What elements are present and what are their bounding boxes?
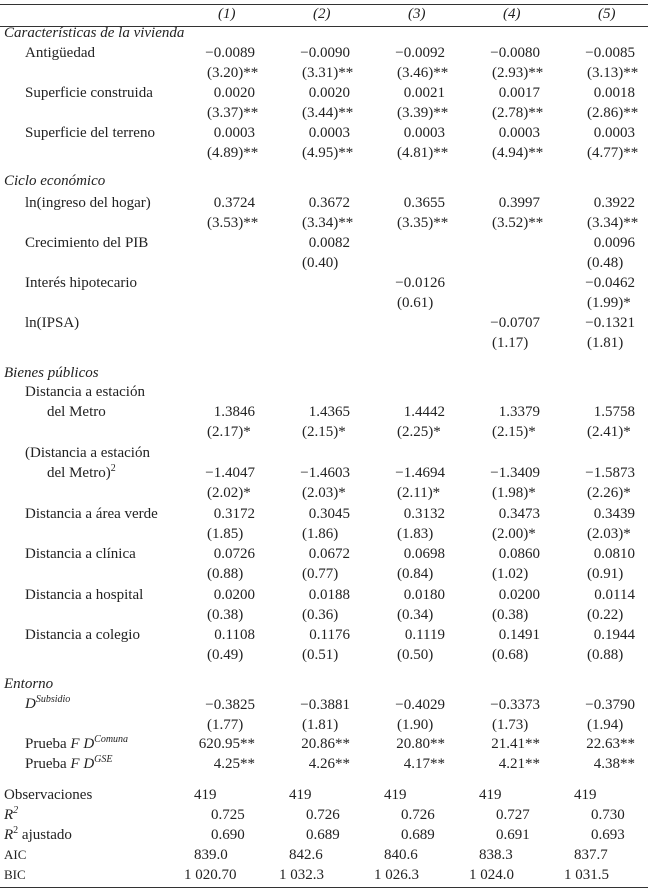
row-label — [25, 626, 140, 644]
t-statistic: (3.52)** — [492, 215, 544, 231]
coefficient: 1.4365 — [308, 404, 350, 420]
coefficient: 1.3379 — [498, 404, 540, 420]
label-sup: Comuna — [94, 734, 129, 745]
row-label — [25, 586, 143, 604]
label-text: Crecimiento del PIB — [25, 235, 149, 251]
stat-value: 1 032.3 — [279, 867, 324, 883]
coefficient: 0.3132 — [403, 506, 445, 522]
coefficient: −0.0085 — [585, 45, 635, 61]
t-statistic: (3.37)** — [207, 105, 259, 121]
label-text: Distancia a colegio — [25, 627, 140, 643]
coefficient: 0.3473 — [498, 506, 540, 522]
t-statistic: (1.99)* — [587, 295, 631, 311]
coefficient: −0.0126 — [395, 275, 445, 291]
t-statistic: (2.41)* — [587, 424, 631, 440]
row-label — [25, 124, 155, 142]
stat-value: 0.725 — [211, 807, 245, 823]
coefficient: 0.0672 — [308, 546, 350, 562]
stat-value: 838.3 — [479, 847, 513, 863]
label-sup: Subsidio — [35, 694, 71, 705]
t-statistic: (4.81)** — [397, 145, 449, 161]
coefficient: 0.0003 — [308, 125, 350, 141]
coefficient: 0.3045 — [308, 506, 350, 522]
coefficient: −0.0090 — [300, 45, 350, 61]
stat-value: 419 — [574, 787, 597, 803]
t-statistic: (4.89)** — [207, 145, 259, 161]
t-statistic: (1.81) — [587, 335, 624, 351]
t-statistic: (1.83) — [397, 526, 434, 542]
t-statistic: (0.91) — [587, 566, 624, 582]
stat-value: 0.726 — [306, 807, 340, 823]
label-var: D — [25, 696, 36, 712]
label-sup: 2 — [13, 805, 19, 816]
stat-value: 419 — [194, 787, 217, 803]
t-statistic: (0.48) — [587, 255, 624, 271]
label-text: del Metro) — [47, 465, 111, 481]
label-text: Distancia a estación — [25, 384, 145, 400]
t-statistic: (1.90) — [397, 717, 434, 733]
stat-value: 839.0 — [194, 847, 228, 863]
row-label — [25, 314, 79, 332]
label-text: Antigüedad — [25, 45, 95, 61]
label-text: BIC — [4, 867, 26, 882]
coefficient: 0.0200 — [498, 587, 540, 603]
t-statistic: (2.00)* — [492, 526, 536, 542]
label-var: R — [4, 827, 14, 843]
coefficient: −1.4047 — [205, 465, 255, 481]
coefficient: 0.0020 — [213, 85, 255, 101]
label-sup: 2 — [110, 463, 116, 474]
coefficient: 0.3997 — [498, 195, 540, 211]
stat-value: 0.689 — [306, 827, 340, 843]
coefficient: −0.0089 — [205, 45, 255, 61]
t-statistic: (0.84) — [397, 566, 434, 582]
stat-value: 1 024.0 — [469, 867, 514, 883]
stat-value: 0.727 — [496, 807, 530, 823]
stat-label — [4, 826, 72, 844]
t-statistic: (0.51) — [302, 647, 339, 663]
row-label — [25, 545, 136, 563]
t-statistic: (3.34)** — [302, 215, 354, 231]
coefficient: 0.0810 — [593, 546, 635, 562]
label-text: Distancia a hospital — [25, 587, 144, 603]
label-text: Observaciones — [4, 787, 93, 803]
t-statistic: (0.36) — [302, 607, 339, 623]
t-statistic: (2.02)* — [207, 485, 251, 501]
coefficient: 1.3846 — [213, 404, 255, 420]
column-header: (4) — [503, 6, 521, 22]
stat-label — [4, 846, 26, 864]
coefficient: 0.3672 — [308, 195, 350, 211]
t-statistic: (2.17)* — [207, 424, 251, 440]
t-statistic: (1.77) — [207, 717, 244, 733]
section-title: Bienes públicos — [4, 365, 99, 381]
column-header: (3) — [408, 6, 426, 22]
stat-value: 419 — [384, 787, 407, 803]
coefficient: 4.21** — [498, 756, 540, 772]
coefficient: −0.0707 — [490, 315, 540, 331]
row-label-continuation — [47, 403, 106, 421]
stat-value: 0.726 — [401, 807, 435, 823]
t-statistic: (4.95)** — [302, 145, 354, 161]
coefficient: 20.80** — [396, 736, 445, 752]
t-statistic: (2.15)* — [302, 424, 346, 440]
coefficient: 620.95** — [198, 736, 255, 752]
label-sup: 2 — [13, 825, 19, 836]
coefficient: −1.4694 — [395, 465, 445, 481]
coefficient: 0.0180 — [403, 587, 445, 603]
t-statistic: (2.26)* — [587, 485, 631, 501]
coefficient: 21.41** — [491, 736, 540, 752]
stat-value: 1 026.3 — [374, 867, 419, 883]
row-label — [25, 383, 145, 401]
label-var: F D — [70, 756, 95, 772]
t-statistic: (2.11)* — [397, 485, 441, 501]
t-statistic: (0.50) — [397, 647, 434, 663]
coefficient: 0.0114 — [594, 587, 635, 603]
row-label — [25, 44, 95, 62]
coefficient: 22.63** — [586, 736, 635, 752]
coefficient: 0.0017 — [498, 85, 540, 101]
stat-value: 840.6 — [384, 847, 418, 863]
label-text: Superficie del terreno — [25, 125, 155, 141]
row-label — [25, 194, 151, 212]
row-label — [25, 735, 128, 753]
coefficient: 0.0200 — [213, 587, 255, 603]
t-statistic: (0.88) — [587, 647, 624, 663]
coefficient: −0.3825 — [205, 697, 255, 713]
coefficient: 0.0698 — [403, 546, 445, 562]
t-statistic: (3.13)** — [587, 65, 639, 81]
coefficient: −1.5873 — [585, 465, 635, 481]
row-label-continuation — [47, 464, 116, 482]
t-statistic: (3.44)** — [302, 105, 354, 121]
t-statistic: (4.77)** — [587, 145, 639, 161]
coefficient: −0.0092 — [395, 45, 445, 61]
coefficient: 0.3724 — [213, 195, 255, 211]
coefficient: −0.3373 — [490, 697, 540, 713]
coefficient: 4.26** — [308, 756, 350, 772]
stat-value: 419 — [479, 787, 502, 803]
stat-value: 842.6 — [289, 847, 323, 863]
t-statistic: (0.22) — [587, 607, 624, 623]
section-title: Ciclo económico — [4, 173, 106, 189]
t-statistic: (3.31)** — [302, 65, 354, 81]
label-text: ajustado — [18, 827, 72, 843]
stat-value: 1 020.70 — [184, 867, 237, 883]
coefficient: −0.4029 — [395, 697, 445, 713]
t-statistic: (0.61) — [397, 295, 434, 311]
coefficient: 0.3172 — [213, 506, 255, 522]
t-statistic: (3.39)** — [397, 105, 449, 121]
stat-value: 1 031.5 — [564, 867, 609, 883]
column-header: (1) — [218, 6, 236, 22]
coefficient: 0.0726 — [213, 546, 255, 562]
t-statistic: (0.38) — [207, 607, 244, 623]
section-title: Características de la vivienda — [4, 25, 185, 41]
t-statistic: (3.35)** — [397, 215, 449, 231]
label-var: F D — [70, 736, 95, 752]
row-label — [25, 444, 150, 462]
coefficient: 20.86** — [301, 736, 350, 752]
row-label — [25, 274, 137, 292]
row-label — [25, 234, 148, 252]
label-text: ln(ingreso del hogar) — [25, 195, 151, 211]
label-text: Distancia a clínica — [25, 546, 136, 562]
t-statistic: (3.34)** — [587, 215, 639, 231]
coefficient: 0.1491 — [498, 627, 540, 643]
label-text: del Metro — [47, 404, 106, 420]
t-statistic: (1.73) — [492, 717, 529, 733]
stat-label — [4, 866, 26, 884]
t-statistic: (0.68) — [492, 647, 529, 663]
coefficient: 0.0096 — [593, 235, 635, 251]
t-statistic: (0.77) — [302, 566, 339, 582]
t-statistic: (1.85) — [207, 526, 244, 542]
coefficient: 0.1944 — [593, 627, 635, 643]
row-label — [25, 695, 70, 713]
t-statistic: (1.86) — [302, 526, 339, 542]
coefficient: 0.3922 — [593, 195, 635, 211]
row-label — [25, 755, 113, 773]
coefficient: −0.1321 — [585, 315, 635, 331]
stat-label — [4, 806, 18, 824]
t-statistic: (3.46)** — [397, 65, 449, 81]
t-statistic: (2.03)* — [302, 485, 346, 501]
t-statistic: (0.38) — [492, 607, 529, 623]
t-statistic: (1.98)* — [492, 485, 536, 501]
column-header: (5) — [598, 6, 616, 22]
stat-value: 0.689 — [401, 827, 435, 843]
coefficient: 0.0018 — [593, 85, 635, 101]
coefficient: −1.4603 — [300, 465, 350, 481]
t-statistic: (2.25)* — [397, 424, 441, 440]
t-statistic: (0.40) — [302, 255, 339, 271]
coefficient: 0.0188 — [308, 587, 350, 603]
stat-value: 0.690 — [211, 827, 245, 843]
t-statistic: (1.94) — [587, 717, 624, 733]
t-statistic: (0.88) — [207, 566, 244, 582]
t-statistic: (1.81) — [302, 717, 339, 733]
t-statistic: (2.15)* — [492, 424, 536, 440]
coefficient: 0.0021 — [403, 85, 445, 101]
t-statistic: (2.86)** — [587, 105, 639, 121]
label-text: Prueba — [25, 756, 71, 772]
coefficient: 4.25** — [213, 756, 255, 772]
coefficient: 0.0003 — [403, 125, 445, 141]
stat-value: 0.730 — [591, 807, 625, 823]
t-statistic: (0.34) — [397, 607, 434, 623]
t-statistic: (2.93)** — [492, 65, 544, 81]
stat-value: 837.7 — [574, 847, 608, 863]
label-text: ln(IPSA) — [25, 315, 80, 331]
coefficient: 0.0020 — [308, 85, 350, 101]
coefficient: 0.3439 — [593, 506, 635, 522]
section-title: Entorno — [4, 676, 54, 692]
label-text: Interés hipotecario — [25, 275, 138, 291]
coefficient: −0.3881 — [300, 697, 350, 713]
coefficient: 1.4442 — [403, 404, 445, 420]
coefficient: 0.0003 — [498, 125, 540, 141]
coefficient: 0.0082 — [308, 235, 350, 251]
t-statistic: (1.02) — [492, 566, 529, 582]
t-statistic: (2.03)* — [587, 526, 631, 542]
coefficient: 0.3655 — [403, 195, 445, 211]
label-var: R — [4, 807, 14, 823]
t-statistic: (4.94)** — [492, 145, 544, 161]
label-text: Prueba — [25, 736, 71, 752]
coefficient: −0.0080 — [490, 45, 540, 61]
label-text: Distancia a área verde — [25, 506, 158, 522]
label-text: Superficie construida — [25, 85, 153, 101]
coefficient: 4.17** — [403, 756, 445, 772]
coefficient: 0.1108 — [214, 627, 255, 643]
coefficient: 0.0003 — [213, 125, 255, 141]
stat-value: 0.693 — [591, 827, 625, 843]
stat-label — [4, 786, 92, 804]
coefficient: 4.38** — [593, 756, 635, 772]
label-text: AIC — [4, 847, 27, 862]
coefficient: 0.0003 — [593, 125, 635, 141]
t-statistic: (2.78)** — [492, 105, 544, 121]
coefficient: −1.3409 — [490, 465, 540, 481]
bottom-rule — [0, 887, 648, 888]
coefficient: 1.5758 — [593, 404, 635, 420]
coefficient: 0.1176 — [309, 627, 350, 643]
row-label — [25, 505, 158, 523]
stat-value: 419 — [289, 787, 312, 803]
t-statistic: (1.17) — [492, 335, 529, 351]
coefficient: −0.0462 — [585, 275, 635, 291]
label-sup: GSE — [94, 754, 113, 765]
coefficient: −0.3790 — [585, 697, 635, 713]
t-statistic: (0.49) — [207, 647, 244, 663]
column-header: (2) — [313, 6, 331, 22]
label-text: (Distancia a estación — [25, 445, 150, 461]
row-label — [25, 84, 153, 102]
coefficient: 0.0860 — [498, 546, 540, 562]
stat-value: 0.691 — [496, 827, 530, 843]
t-statistic: (3.20)** — [207, 65, 259, 81]
t-statistic: (3.53)** — [207, 215, 259, 231]
coefficient: 0.1119 — [404, 627, 445, 643]
